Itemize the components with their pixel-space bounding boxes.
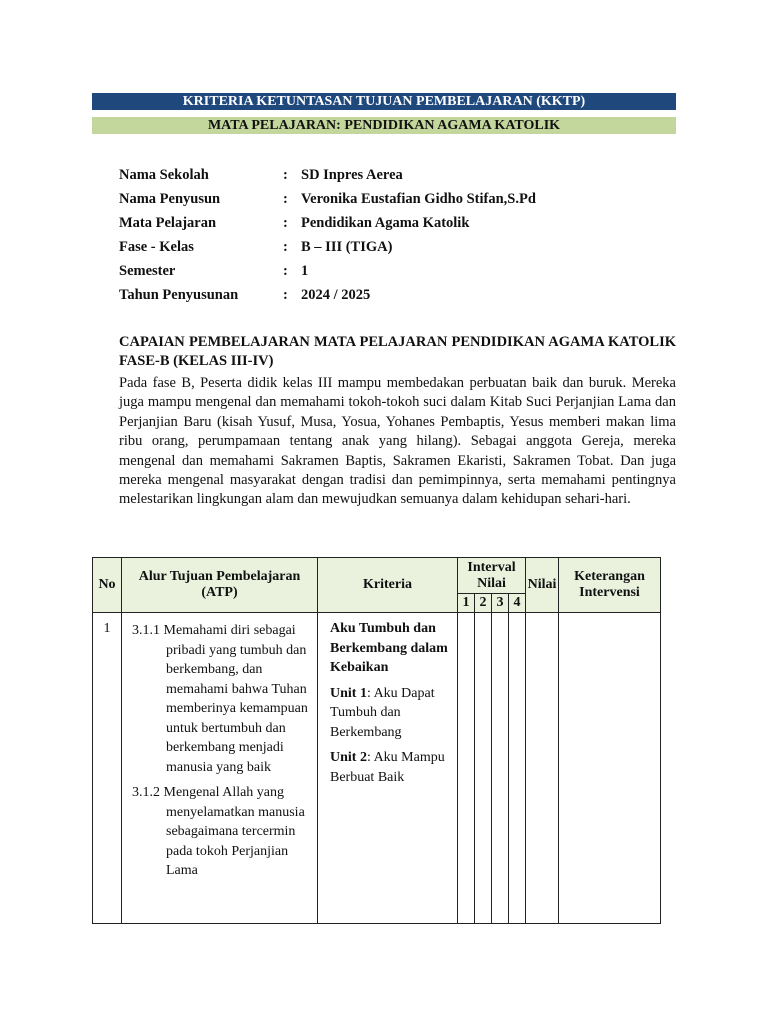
header-keterangan-intervensi: Keterangan Intervensi	[559, 558, 661, 613]
document-title-banner: KRITERIA KETUNTASAN TUJUAN PEMBELAJARAN (KKTP)	[92, 93, 676, 110]
interval-cell-2	[475, 613, 492, 924]
info-separator: :	[283, 190, 288, 207]
capaian-heading: CAPAIAN PEMBELAJARAN MATA PELAJARAN PENDIDIKAN AGAMA KATOLIK FASE-B (KELAS III-IV)	[119, 334, 676, 369]
info-separator: :	[283, 262, 288, 279]
interval-cell-1	[458, 613, 475, 924]
info-separator: :	[283, 286, 288, 303]
info-separator: :	[283, 214, 288, 231]
info-row-year	[119, 283, 536, 307]
unit-item	[330, 748, 451, 787]
info-row-school	[119, 163, 536, 187]
header-no: No	[93, 558, 122, 613]
row-number: 1	[93, 613, 122, 924]
subject-banner: MATA PELAJARAN: PENDIDIKAN AGAMA KATOLIK	[92, 117, 676, 134]
info-value: Pendidikan Agama Katolik	[301, 214, 470, 231]
unit-label: Unit 2	[330, 750, 367, 765]
header-interval-nilai: Interval Nilai	[458, 558, 526, 594]
interval-cell-4	[509, 613, 526, 924]
header-kriteria: Kriteria	[318, 558, 458, 613]
info-label: Tahun Penyusunan	[119, 286, 239, 303]
table-header-row	[93, 558, 661, 594]
info-label: Nama Sekolah	[119, 166, 209, 183]
info-separator: :	[283, 166, 288, 183]
info-label: Semester	[119, 262, 176, 279]
table-row	[93, 613, 661, 924]
kktp-table	[92, 557, 661, 924]
info-value: 1	[301, 262, 309, 279]
capaian-paragraph: Pada fase B, Peserta didik kelas III mampu membedakan perbuatan baik dan buruk. Mereka juga mampu mengenal dan memahami tokoh-tokoh suci dalam Kitab Suci Perjanjian Lama dan Perjanjian Baru (kisah Yusuf, Musa, Yosua, Yohanes Pembaptis, Yesus memberi makan lima ribu orang, perumpamaan tentang anak yang hilang). Sebagai anggota Gereja, mereka mengenal dan memahami Sakramen Baptis, Sakramen Ekaristi, Sakramen Tobat. Dan juga mereka mengenal masyarakat dengan tradisi dan pemimpinnya, serta memahami pentingnya melestarikan lingkungan alam dan mewujudkan semuanya dalam kehidupan sehari-hari.	[119, 375, 676, 508]
info-value: B – III (TIGA)	[301, 238, 393, 255]
atp-item: 3.1.2 Mengenal Allah yang menyelamatkan manusia sebagaimana tercermin pada tokoh Perjanjian Lama	[132, 785, 305, 878]
interval-cell-3	[492, 613, 509, 924]
header-atp: Alur Tujuan Pembelajaran (ATP)	[122, 558, 318, 613]
info-label: Fase - Kelas	[119, 238, 194, 255]
info-separator: :	[283, 238, 288, 255]
unit-text: : Aku Mampu Berbuat Baik	[330, 750, 445, 785]
unit-text: : Aku Dapat Tumbuh dan Berkembang	[330, 685, 435, 740]
header-interval-3: 3	[492, 594, 509, 613]
info-label: Nama Penyusun	[119, 190, 221, 207]
keterangan-cell	[559, 613, 661, 924]
info-row-author	[119, 187, 536, 211]
header-interval-2: 2	[475, 594, 492, 613]
header-nilai: Nilai	[526, 558, 559, 613]
kriteria-cell	[318, 613, 458, 924]
info-value: Veronika Eustafian Gidho Stifan,S.Pd	[301, 190, 536, 207]
atp-item: 3.1.1 Memahami diri sebagai pribadi yang tumbuh dan berkembang, dan memahami bahwa Tuhan memberinya kemampuan untuk bertumbuh dan berkembang menjadi manusia yang baik	[132, 623, 308, 775]
identity-info-table	[119, 163, 536, 307]
info-row-phase-class	[119, 235, 536, 259]
info-value: SD Inpres Aerea	[301, 166, 403, 183]
atp-cell	[122, 613, 318, 924]
unit-label: Unit 1	[330, 685, 367, 701]
unit-item	[330, 684, 451, 743]
info-value: 2024 / 2025	[301, 286, 371, 303]
header-interval-4: 4	[509, 594, 526, 613]
info-label: Mata Pelajaran	[119, 214, 217, 231]
header-interval-1: 1	[458, 594, 475, 613]
info-row-semester	[119, 259, 536, 283]
kriteria-title: Aku Tumbuh dan Berkembang dalam Kebaikan	[330, 621, 448, 675]
info-row-subject	[119, 211, 536, 235]
nilai-cell	[526, 613, 559, 924]
